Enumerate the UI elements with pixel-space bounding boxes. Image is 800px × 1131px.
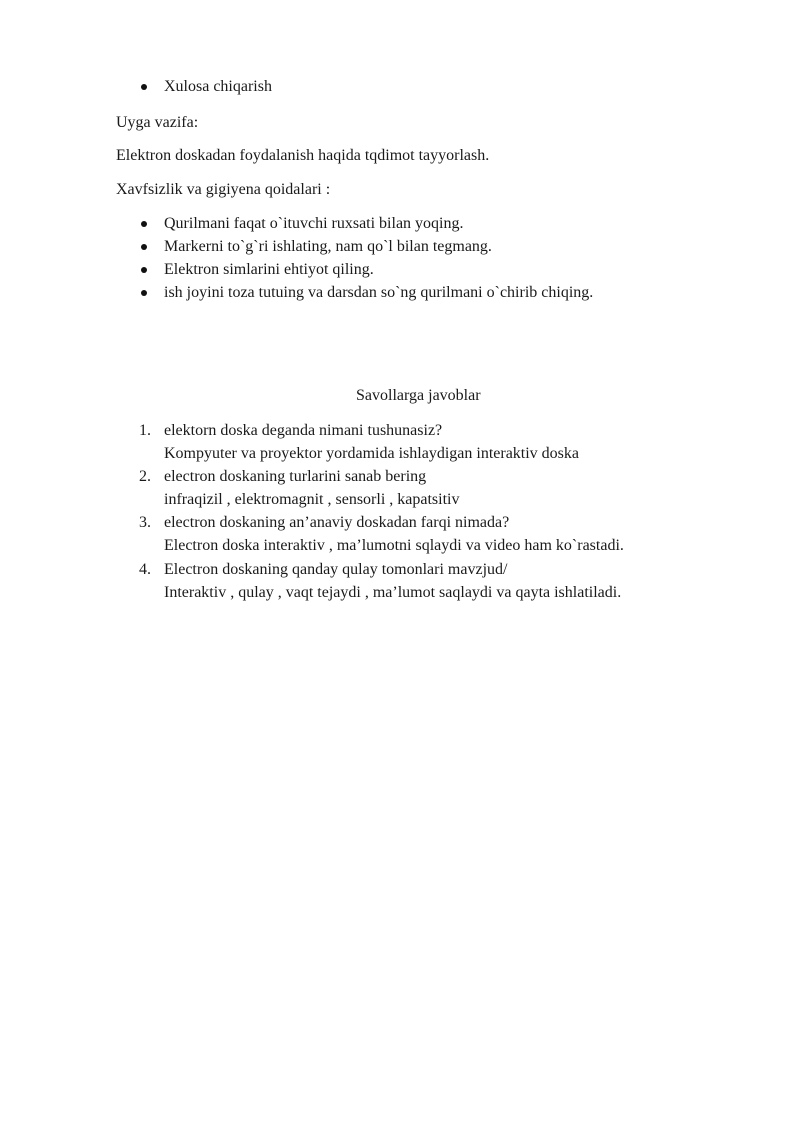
question-text: elektorn doska deganda nimani tushunasiz? <box>164 422 443 439</box>
question-text: electron doskaning turlarini sanab bering <box>164 468 427 485</box>
item-number: 4. <box>139 561 151 578</box>
safety-item: Markerni to`g`ri ishlating, nam qo`l bilan tegmang. <box>164 238 492 255</box>
conclusion-item: Xulosa chiqarish <box>164 78 272 95</box>
item-number: 2. <box>139 468 151 485</box>
item-number: 3. <box>139 514 151 531</box>
answer-text: infraqizil , elektromagnit , sensorli , kapatsitiv <box>164 491 460 508</box>
bullet-point <box>141 244 147 250</box>
bullet-point <box>141 267 147 273</box>
bullet-point <box>141 290 147 296</box>
item-number: 1. <box>139 422 151 439</box>
safety-item: Elektron simlarini ehtiyot qiling. <box>164 261 374 278</box>
homework-heading: Uyga vazifa: <box>116 114 199 131</box>
answer-text: Kompyuter va proyektor yordamida ishlaydigan interaktiv doska <box>164 445 580 462</box>
safety-heading: Xavfsizlik va gigiyena qoidalari : <box>116 181 331 198</box>
homework-text: Elektron doskadan foydalanish haqida tqdimot tayyorlash. <box>116 147 490 164</box>
question-text: electron doskaning an’anaviy doskadan farqi nimada? <box>164 514 510 531</box>
bullet-point <box>141 84 147 90</box>
safety-item: Qurilmani faqat o`ituvchi ruxsati bilan yoqing. <box>164 215 464 232</box>
answer-text: Electron doska interaktiv , ma’lumotni sqlaydi va video ham ko`rastadi. <box>164 537 624 554</box>
bullet-point <box>141 221 147 227</box>
question-text: Electron doskaning qanday qulay tomonlari mavzjud/ <box>164 561 508 578</box>
answer-text: Interaktiv , qulay , vaqt tejaydi , ma’lumot saqlaydi va qayta ishlatiladi. <box>164 584 622 601</box>
safety-item: ish joyini toza tutuing va darsdan so`ng qurilmani o`chirib chiqing. <box>164 284 594 301</box>
qa-title: Savollarga javoblar <box>356 387 481 404</box>
